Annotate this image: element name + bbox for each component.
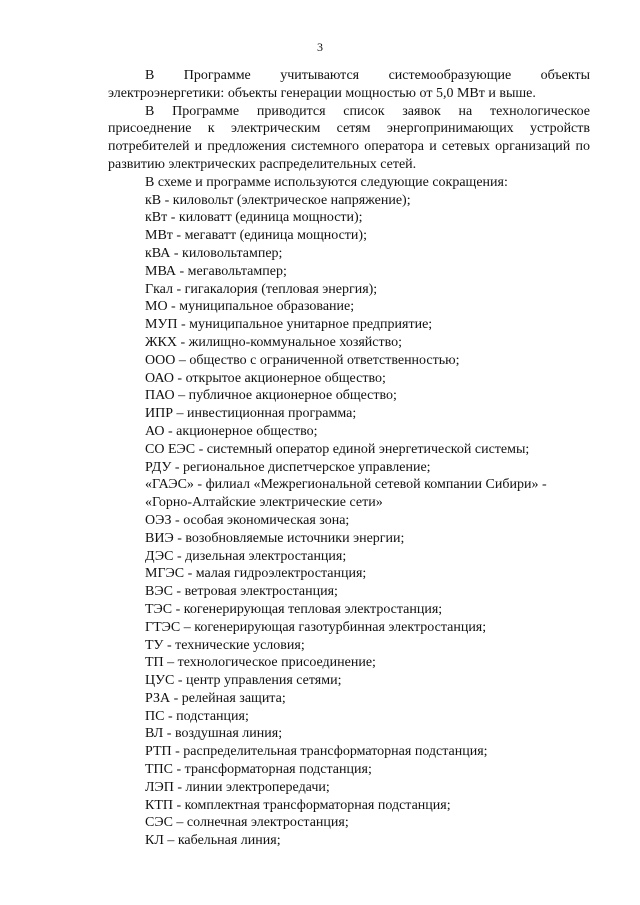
abbreviation-item: ИПР – инвестиционная программа; bbox=[145, 406, 357, 422]
abbreviation-item: Гкал - гигакалория (тепловая энергия); bbox=[145, 281, 378, 297]
abbreviation-item: ВЭС - ветровая электростанция; bbox=[145, 584, 338, 600]
abbreviation-item: ООО – общество с ограниченной ответственностью; bbox=[145, 352, 460, 368]
abbreviation-item: МВА - мегавольтампер; bbox=[145, 263, 287, 279]
abbreviation-item: ОАО - открытое акционерное общество; bbox=[145, 370, 386, 386]
abbreviation-item: МО - муниципальное образование; bbox=[145, 299, 355, 315]
abbreviation-item: АО - акционерное общество; bbox=[145, 423, 318, 439]
abbreviation-item: ДЭС - дизельная электростанция; bbox=[145, 548, 347, 564]
abbreviation-item: ТУ - технические условия; bbox=[145, 637, 305, 653]
document-body bbox=[108, 67, 590, 850]
abbreviation-item: ТЭС - когенерирующая тепловая электростанция; bbox=[145, 601, 443, 617]
abbreviation-item-continuation: «Горно-Алтайские электрические сети» bbox=[145, 495, 383, 511]
abbreviation-item: ПАО – публичное акционерное общество; bbox=[145, 388, 397, 404]
abbreviation-item: КТП - комплектная трансформаторная подстанция; bbox=[145, 797, 451, 813]
abbreviation-item: ГТЭС – когенерирующая газотурбинная электростанция; bbox=[145, 619, 487, 635]
abbreviation-item: РДУ - региональное диспетчерское управление; bbox=[145, 459, 431, 475]
abbreviation-item: ОЭЗ - особая экономическая зона; bbox=[145, 512, 350, 528]
abbreviation-item: «ГАЭС» - филиал «Межрегиональной сетевой компании Сибири» - bbox=[145, 477, 547, 493]
abbreviation-item: ЖКХ - жилищно-коммунальное хозяйство; bbox=[145, 334, 403, 350]
abbreviation-item: МУП - муниципальное унитарное предприятие; bbox=[145, 317, 433, 333]
abbreviation-item: ТП – технологическое присоединение; bbox=[145, 655, 376, 671]
abbreviation-item: ЛЭП - линии электропередачи; bbox=[145, 779, 330, 795]
abbreviation-item: ТПС - трансформаторная подстанция; bbox=[145, 762, 372, 778]
abbreviation-item: ЦУС - центр управления сетями; bbox=[145, 673, 342, 689]
abbreviation-item: кВт - киловатт (единица мощности); bbox=[145, 210, 363, 226]
paragraph-generation-objects: В Программе учитываются системообразующие объекты электроэнергетики: объекты генерации мощностью от 5,0 МВт и выше. bbox=[108, 68, 590, 101]
abbreviation-item: РТП - распределительная трансформаторная подстанция; bbox=[145, 744, 488, 760]
abbreviation-item: КЛ – кабельная линия; bbox=[145, 833, 281, 849]
abbreviation-item: ВИЭ - возобновляемые источники энергии; bbox=[145, 530, 405, 546]
abbreviation-item: ПС - подстанция; bbox=[145, 708, 249, 724]
abbreviations-intro: В схеме и программе используются следующие сокращения: bbox=[145, 174, 508, 190]
abbreviation-item: СЭС – солнечная электростанция; bbox=[145, 815, 349, 831]
paragraph-connection-requests: В Программе приводится список заявок на технологическое присоеднение к электрическим сетям энергопринимающих устройств потребителей и предложения системного оператора и сетевых организаций по развитию электрических распределительных сетей. bbox=[108, 103, 590, 172]
abbreviation-item: МГЭС - малая гидроэлектростанция; bbox=[145, 566, 367, 582]
abbreviation-item: кВ - киловольт (электрическое напряжение); bbox=[145, 192, 411, 208]
abbreviation-item: кВА - киловольтампер; bbox=[145, 245, 283, 261]
abbreviation-item: МВт - мегаватт (единица мощности); bbox=[145, 228, 367, 244]
abbreviation-item: СО ЕЭС - системный оператор единой энергетической системы; bbox=[145, 441, 530, 457]
page-number: 3 bbox=[317, 40, 323, 54]
abbreviations-list bbox=[108, 192, 590, 850]
abbreviation-item: РЗА - релейная защита; bbox=[145, 690, 286, 706]
abbreviation-item: ВЛ - воздушная линия; bbox=[145, 726, 283, 742]
